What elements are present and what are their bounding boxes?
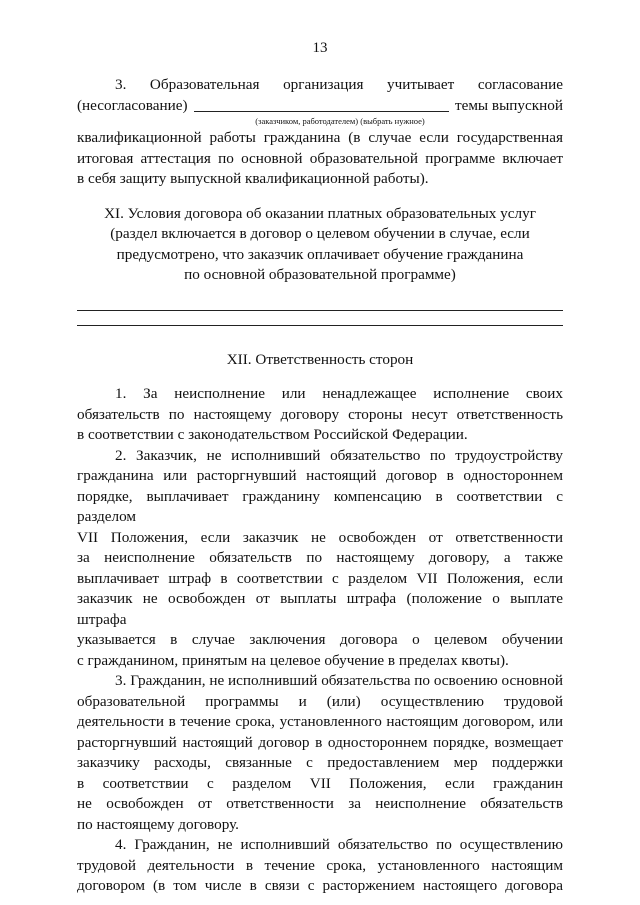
blank-note: (заказчиком, работодателем) (выбрать нужное) bbox=[255, 116, 425, 126]
document-body bbox=[77, 75, 563, 897]
paragraph-line: заказчику расходы, связанные с предоставлением мер поддержки bbox=[77, 754, 563, 771]
clause-3-blank-row bbox=[77, 96, 563, 117]
section-11-heading-line: по основной образовательной программе) bbox=[184, 266, 456, 283]
paragraph-line: образовательной программы и (или) осуществлению трудовой bbox=[77, 692, 563, 710]
blank-line bbox=[77, 325, 563, 326]
paragraph-line: за неисполнение обязательств по настоящему договору, а также bbox=[77, 549, 563, 566]
paragraph-line: VII Положения, если заказчик не освобожден от ответственности bbox=[77, 528, 563, 546]
paragraph-line: трудовой деятельности в течение срока, установленного настоящим bbox=[77, 856, 563, 874]
clause-3 bbox=[77, 75, 563, 190]
paragraph-line: 2. Заказчик, не исполнивший обязательство по трудоустройству bbox=[115, 446, 563, 464]
section-11-heading-line: (раздел включается в договор о целевом обучении в случае, если bbox=[110, 225, 530, 242]
paragraph-line: с гражданином, принятым на целевое обучение в пределах квоты). bbox=[77, 651, 509, 669]
clause-3-line: квалификационной работы гражданина (в случае если государственная bbox=[77, 129, 563, 146]
paragraph-line: порядке, выплачивает гражданину компенсацию в соответствии с разделом bbox=[77, 487, 563, 525]
section-12-paragraph-4 bbox=[77, 835, 563, 897]
paragraph-line: 1. За неисполнение или ненадлежащее исполнение своих bbox=[115, 385, 563, 402]
paragraph-line: деятельности в течение срока, установленного настоящим договором, или bbox=[77, 713, 563, 730]
paragraph-line: 3. Гражданин, не исполнивший обязательства по освоению основной bbox=[115, 672, 563, 689]
clause-3-line-start: (несогласование) bbox=[77, 96, 188, 114]
fill-in-blank bbox=[194, 97, 449, 112]
paragraph-line: в соответствии с разделом VII Положения, если гражданин bbox=[77, 774, 563, 792]
paragraph-line: выплачивает штраф в соответствии с разделом VII Положения, если bbox=[77, 569, 563, 587]
paragraph-line: гражданина или расторгнувший настоящий договор в одностороннем bbox=[77, 467, 563, 484]
clause-3-line: итоговая аттестация по основной образовательной программе включает bbox=[77, 149, 563, 167]
paragraph-line: в соответствии с законодательством Российской Федерации. bbox=[77, 426, 468, 443]
paragraph-line: расторгнувший настоящий договор в одностороннем порядке, возмещает bbox=[77, 733, 563, 751]
paragraph-line: договором (в том числе в связи с расторжением настоящего договора bbox=[77, 877, 563, 894]
paragraph-line: заказчик не освобожден от выплаты штрафа (положение о выплате штрафа bbox=[77, 590, 563, 628]
section-11-heading-line: XI. Условия договора об оказании платных образовательных услуг bbox=[104, 204, 536, 222]
paragraph-line: указывается в случае заключения договора о целевом обучении bbox=[77, 631, 563, 648]
section-12-paragraph-2 bbox=[77, 446, 563, 672]
section-11-heading bbox=[77, 204, 563, 286]
paragraph-line: по настоящему договору. bbox=[77, 815, 239, 833]
paragraph-line: 4. Гражданин, не исполнивший обязательство по осуществлению bbox=[115, 836, 563, 853]
blank-line bbox=[77, 310, 563, 311]
page-number: 13 bbox=[312, 40, 328, 56]
section-12-paragraph-3 bbox=[77, 671, 563, 835]
section-12-heading: XII. Ответственность сторон bbox=[226, 350, 414, 368]
clause-3-line: в себя защиту выпускной квалификационной работы). bbox=[77, 170, 429, 187]
paragraph-line: не освобожден от ответственности за неисполнение обязательств bbox=[77, 795, 563, 812]
clause-3-line-end: темы выпускной bbox=[454, 96, 563, 114]
section-12-paragraph-1 bbox=[77, 384, 563, 446]
paragraph-line: обязательств по настоящему договору стороны несут ответственность bbox=[77, 405, 563, 423]
clause-3-line: 3. Образовательная организация учитывает согласование bbox=[115, 76, 563, 93]
section-11-heading-line: предусмотрено, что заказчик оплачивает обучение гражданина bbox=[116, 245, 524, 263]
